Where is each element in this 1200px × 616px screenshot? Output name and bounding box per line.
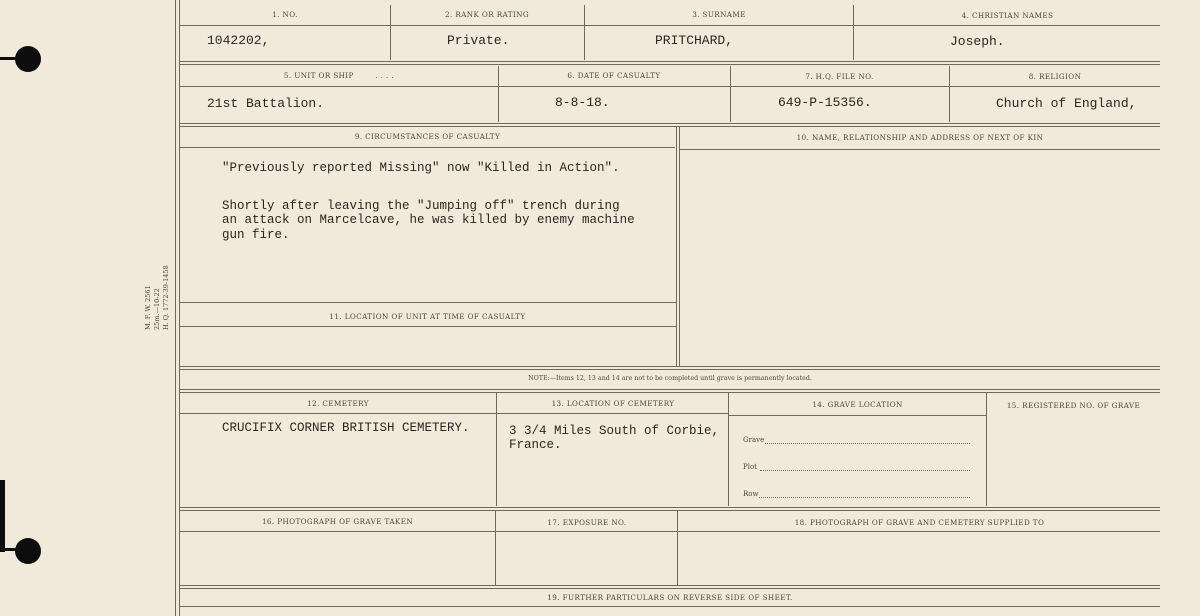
value-religion: Church of England,: [996, 96, 1137, 111]
col-divider: [853, 5, 854, 60]
col-divider: [728, 393, 729, 506]
col-divider: [677, 511, 678, 586]
circumstances-line-1: "Previously reported Missing" now "Killed in Action".: [222, 161, 620, 175]
col-divider: [679, 127, 680, 367]
label-rank: 2. RANK OR RATING: [445, 10, 529, 19]
plot-label: Plot: [743, 463, 757, 471]
value-no: 1042202,: [207, 33, 270, 48]
note: NOTE:—Items 12, 13 and 14 are not to be completed until grave is permanently located.: [528, 375, 812, 382]
note-bottom: [180, 389, 1160, 393]
row-divider: [180, 326, 676, 327]
col-divider: [498, 66, 499, 122]
value-location-of-cemetery-2: France.: [509, 438, 562, 452]
value-cemetery: CRUCIFIX CORNER BRITISH CEMETERY.: [222, 421, 470, 435]
row2-bottom: [180, 123, 1160, 127]
row3-divider: [679, 149, 1160, 150]
col-divider: [496, 393, 497, 506]
label-circumstances: 9. CIRCUMSTANCES OF CASUALTY: [354, 132, 501, 141]
grave-label: Grave: [743, 436, 765, 444]
side-print-1: M. F. W. 2561: [144, 285, 152, 330]
circumstances-line-4: gun fire.: [222, 228, 290, 242]
label-hq-file: 7. H.Q. FILE NO.: [805, 72, 874, 81]
row4-divider: [180, 413, 496, 414]
label-date-of-casualty: 6. DATE OF CASUALTY: [567, 71, 661, 80]
grave-dots: [765, 443, 970, 444]
label-no: 1. NO.: [272, 10, 298, 19]
label-next-of-kin: 10. NAME, RELATIONSHIP AND ADDRESS OF NEXT OF KIN: [796, 133, 1044, 142]
value-surname: PRITCHARD,: [655, 33, 734, 48]
col-divider: [495, 511, 496, 586]
value-hq-file: 649-P-15356.: [778, 95, 872, 110]
col-divider: [986, 393, 987, 506]
label-registered-no: 15. REGISTERED NO. OF GRAVE: [1006, 401, 1141, 410]
value-unit: 21st Battalion.: [207, 96, 325, 111]
row-dots: [759, 497, 970, 498]
label-location-of-unit: 11. LOCATION OF UNIT AT TIME OF CASUALTY: [329, 312, 526, 321]
row4-bottom: [180, 507, 1160, 511]
row4-divider: [729, 415, 986, 416]
side-print-2: 25m.—10-22: [153, 288, 161, 330]
label-christian-names: 4. CHRISTIAN NAMES: [961, 11, 1054, 20]
side-print-3: H. Q. 1772-39-1458: [162, 265, 170, 330]
label-surname: 3. SURNAME: [692, 10, 746, 19]
label-further-particulars: 19. FURTHER PARTICULARS ON REVERSE SIDE OF SHEET.: [547, 593, 793, 602]
col-divider: [584, 5, 585, 60]
binder-hole-top: [15, 46, 41, 72]
row1-divider: [180, 25, 1160, 26]
margin-line: [175, 0, 176, 616]
value-date-of-casualty: 8-8-18.: [555, 95, 610, 110]
col-divider: [730, 66, 731, 122]
label-grave-location: 14. GRAVE LOCATION: [812, 400, 903, 409]
circumstances-line-2: Shortly after leaving the "Jumping off" trench during: [222, 199, 620, 213]
binder-hole-bottom: [15, 538, 41, 564]
label-photo-taken: 16. PHOTOGRAPH OF GRAVE TAKEN: [261, 517, 414, 526]
row3-bottom: [180, 366, 1160, 370]
binder-edge: [0, 480, 5, 552]
label-photo-supplied: 18. PHOTOGRAPH OF GRAVE AND CEMETERY SUPPLIED TO: [794, 518, 1045, 527]
label-cemetery: 12. CEMETERY: [307, 399, 369, 408]
col-divider: [390, 5, 391, 60]
row5-divider: [180, 531, 1160, 532]
label-exposure: 17. EXPOSURE NO.: [547, 518, 627, 527]
row5-bottom: [180, 585, 1160, 589]
row4-divider: [497, 413, 728, 414]
label-unit: 5. UNIT OR SHIP . . . .: [283, 71, 395, 80]
col-divider: [949, 66, 950, 122]
row3-divider: [180, 147, 675, 148]
col-divider: [676, 127, 677, 367]
value-rank: Private.: [447, 33, 510, 48]
row1-bottom: [180, 61, 1160, 65]
label-location-of-cemetery: 13. LOCATION OF CEMETERY: [551, 399, 675, 408]
row-label: Row: [743, 490, 759, 498]
circumstances-line-3: an attack on Marcelcave, he was killed by enemy machine: [222, 213, 635, 227]
plot-dots: [760, 470, 970, 471]
value-christian-names: Joseph.: [950, 34, 1005, 49]
label-religion: 8. RELIGION: [1028, 72, 1082, 81]
circ-bottom: [180, 302, 676, 303]
value-location-of-cemetery-1: 3 3/4 Miles South of Corbie,: [509, 424, 720, 438]
bottom-line: [180, 606, 1160, 607]
row2-divider: [180, 86, 1160, 87]
